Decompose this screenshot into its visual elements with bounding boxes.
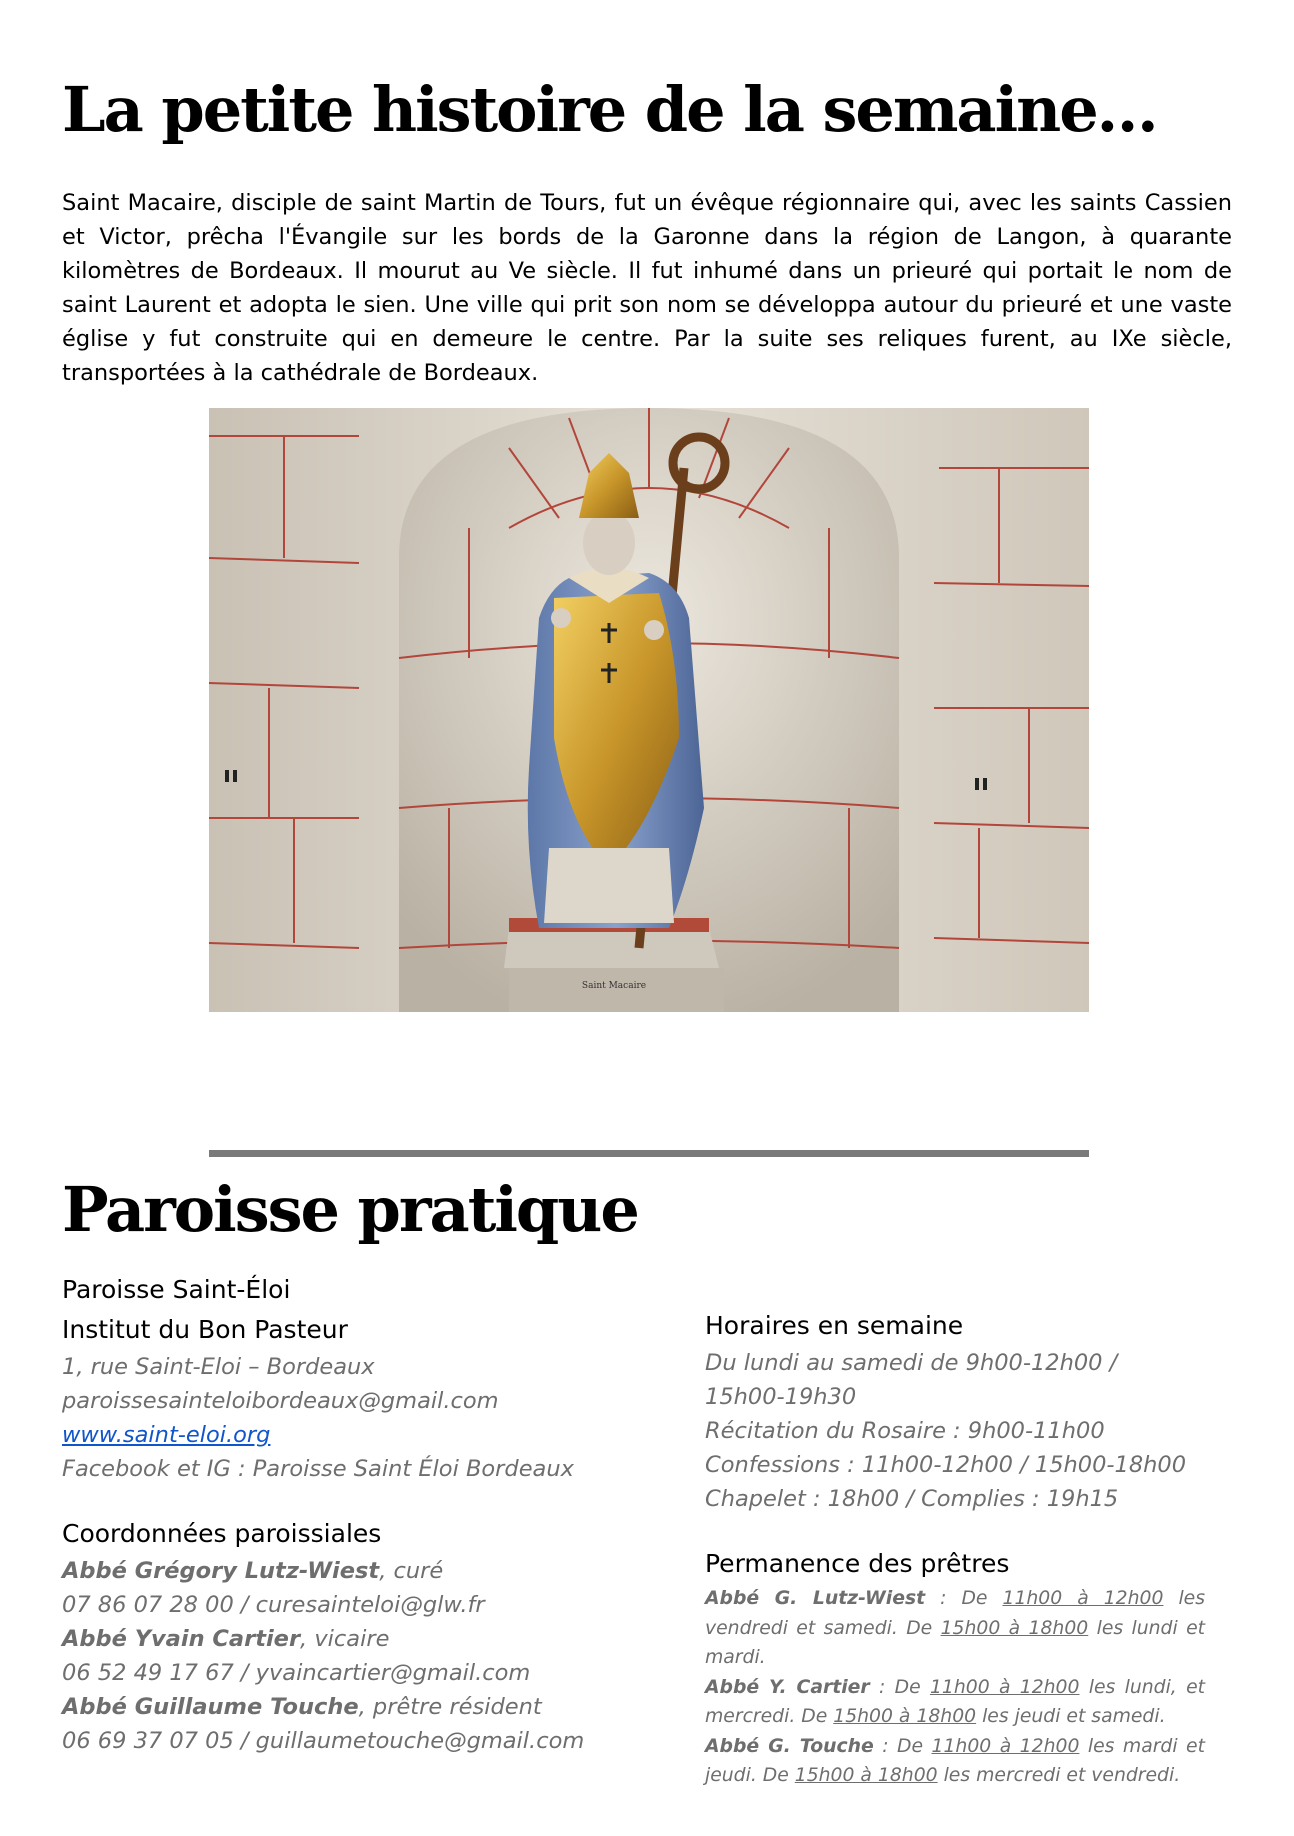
permanence-heading: Permanence des prêtres [705,1549,1010,1578]
time-slot: 15h00 à 18h00 [833,1706,977,1727]
saint-macaire-photo [209,408,1089,1012]
hours-line: Chapelet : 18h00 / Complies : 19h15 [705,1486,1119,1512]
contact-role: , prêtre résident [358,1694,542,1720]
hours-line: Confessions : 11h00-12h00 / 15h00-18h00 [705,1452,1187,1478]
intro-paragraph: Saint Macaire, disciple de saint Martin de Tours, fut un évêque régionnaire qui, avec les saints Cassien et Victor, prêcha l'Évangile sur les bords de la Garonne dans la région de Langon, à quarante kilomètres de Bordeaux. Il mourut au Ve siècle. Il fut inhumé dans un prieuré qui portait le nom de saint Laurent et adopta le sien. Une ville qui prit son nom se développa autour du prieuré et une vaste église y fut construite qui en demeure le centre. Par la suite ses reliques furent, au IXe siècle, transportées à la cathédrale de Bordeaux. [62,190,1232,386]
parish-email: paroissesainteloibordeaux@gmail.com [62,1388,499,1414]
contact-details: 06 52 49 17 67 / yvaincartier@gmail.com [62,1660,531,1686]
institute-name: Institut du Bon Pasteur [62,1315,348,1344]
hours-line: Récitation du Rosaire : 9h00-11h00 [705,1418,1105,1444]
contact-name-line [62,1622,642,1656]
contacts-heading: Coordonnées paroissiales [62,1519,382,1548]
contact-details: 07 86 07 28 00 / curesainteloi@glw.fr [62,1592,485,1618]
hours-line: Du lundi au samedi de 9h00-12h00 / [705,1350,1118,1376]
section-title: Paroisse pratique [62,1173,638,1246]
contact-name: Abbé Grégory Lutz-Wiest [62,1558,380,1584]
contact-role: , vicaire [300,1626,390,1652]
permanence-entry: Abbé G. Lutz-Wiest : De 11h00 à 12h00 les vendredi et samedi. De 15h00 à 18h00 les lundi et mardi. [705,1588,1206,1668]
permanence-entry: Abbé G. Touche : De 11h00 à 12h00 les mardi et jeudi. De 15h00 à 18h00 les mercredi et vendredi. [705,1735,1205,1786]
contact-name-line [62,1690,642,1724]
time-slot: 11h00 à 12h00 [1002,1588,1164,1609]
statue-plaque: Saint Macaire [581,981,647,991]
priest-name: Abbé G. Touche [705,1735,874,1757]
section-divider [209,1150,1089,1157]
contact-name: Abbé Yvain Cartier [62,1626,301,1652]
contact-role: , curé [379,1558,444,1584]
hours-line: 15h00-19h30 [705,1384,857,1410]
contact-name-line [62,1554,642,1588]
time-slot: 15h00 à 18h00 [794,1765,938,1786]
page-title: La petite histoire de la semaine… [62,73,1157,146]
parish-website-link[interactable]: www.saint-eloi.org [62,1422,271,1448]
parish-name: Paroisse Saint-Éloi [62,1275,291,1304]
time-slot: 15h00 à 18h00 [940,1617,1089,1639]
priest-name: Abbé G. Lutz-Wiest [705,1588,926,1609]
time-slot: 11h00 à 12h00 [929,1676,1080,1698]
contact-details: 06 69 37 07 05 / guillaumetouche@gmail.com [62,1728,585,1754]
priest-name: Abbé Y. Cartier [705,1676,870,1698]
hours-heading: Horaires en semaine [705,1311,964,1340]
contact-name: Abbé Guillaume Touche [62,1694,359,1720]
permanence-entry: Abbé Y. Cartier : De 11h00 à 12h00 les lundi, et mercredi. De 15h00 à 18h00 les jeudi et samedi. [705,1676,1205,1727]
time-slot: 11h00 à 12h00 [931,1735,1080,1757]
schedule-column [705,1306,1205,1791]
parish-info-column [62,1270,642,1758]
parish-social: Facebook et IG : Paroisse Saint Éloi Bordeaux [62,1456,574,1482]
parish-address: 1, rue Saint-Eloi – Bordeaux [62,1354,375,1380]
